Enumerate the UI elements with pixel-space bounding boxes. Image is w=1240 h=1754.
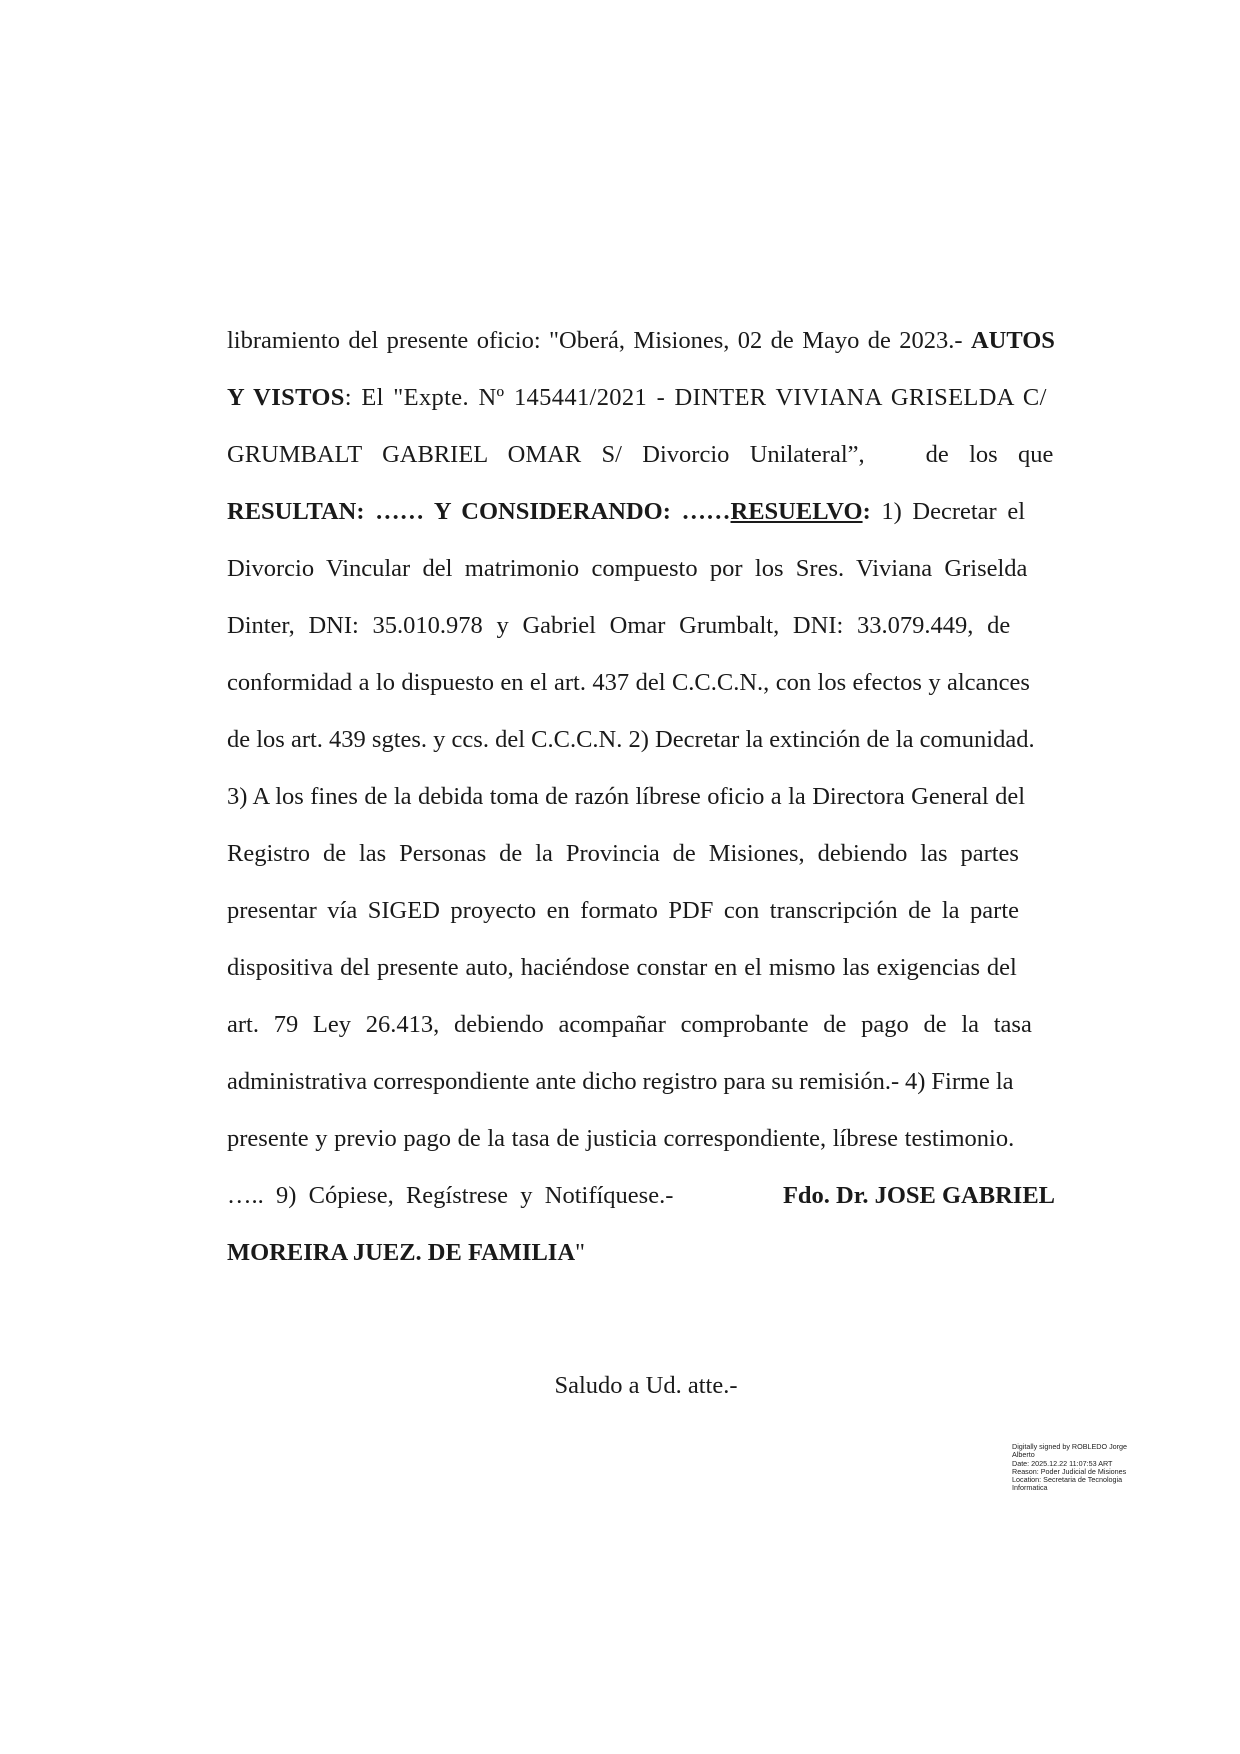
- word: de: [867, 327, 891, 354]
- word: oficio:: [476, 327, 541, 354]
- bold-text: Y VISTOS: [227, 384, 345, 411]
- body-line-7: conformidad a lo dispuesto en el art. 437 del C.C.C.N., con los efectos y alcances: [227, 669, 1030, 696]
- signature-line: Reason: Poder Judicial de Misiones: [1012, 1466, 1127, 1476]
- body-line-5: Divorcio Vincular del matrimonio compuesto por los Sres. Viviana Griselda: [227, 555, 1028, 582]
- body-line-3: [227, 440, 1055, 470]
- signature-line: Date: 2025.12.22 11:07:53 ART: [1012, 1458, 1113, 1468]
- body-line-9: 3) A los fines de la debida toma de razón líbrese oficio a la Directora General del: [227, 783, 1026, 810]
- body-line-14: administrativa correspondiente ante dicho registro para su remisión.- 4) Firme la: [227, 1068, 1014, 1095]
- body-line-11: presentar vía SIGED proyecto en formato PDF con transcripción de la parte: [227, 897, 1020, 924]
- signature-line: Digitally signed by ROBLEDO Jorge: [1012, 1442, 1128, 1451]
- body-line-17: MOREIRA JUEZ. DE FAMILIA": [227, 1239, 586, 1266]
- closing-salutation: Saludo a Ud. atte.-: [554, 1372, 738, 1399]
- signature-line: Location: Secretaria de Tecnologia: [1012, 1475, 1123, 1485]
- word: del: [348, 327, 379, 354]
- body-line-1: [227, 326, 1055, 356]
- body-line-15: presente y previo pago de la tasa de justicia correspondiente, líbrese testimonio.: [227, 1125, 1015, 1152]
- text-run: GRUMBALT GABRIEL OMAR S/ Divorcio Unilateral”, de los que: [227, 441, 1054, 468]
- digital-signature-stamp: [1012, 1443, 1127, 1493]
- bold-text: AUTOS: [970, 327, 1055, 354]
- signature-line: Alberto: [1012, 1450, 1035, 1460]
- word: Mayo: [802, 327, 860, 354]
- word: Misiones,: [633, 327, 730, 354]
- word: de: [770, 327, 794, 354]
- body-line-10: Registro de las Personas de la Provincia de Misiones, debiendo las partes: [227, 840, 1019, 867]
- text-run: ….. 9) Cópiese, Regístrese y Notifíquese.-: [227, 1182, 674, 1209]
- signature-line: Informatica: [1012, 1483, 1048, 1493]
- body-line-16: [227, 1181, 1055, 1211]
- word: presente: [386, 327, 469, 354]
- signatory-title: MOREIRA JUEZ. DE FAMILIA: [227, 1239, 576, 1266]
- resuelvo-heading: RESUELVO: [730, 498, 863, 525]
- body-line-4: RESULTAN: …… Y CONSIDERANDO: ……RESUELVO: 1) Decretar el: [227, 498, 1026, 525]
- word: "Oberá,: [549, 327, 626, 354]
- body-line-2: Y VISTOS: El "Expte. Nº 145441/2021 - DINTER VIVIANA GRISELDA C/: [227, 384, 1047, 411]
- body-line-8: de los art. 439 sgtes. y ccs. del C.C.C.N. 2) Decretar la extinción de la comunidad.: [227, 726, 1035, 753]
- body-line-12: dispositiva del presente auto, haciéndose constar en el mismo las exigencias del: [227, 954, 1017, 981]
- body-line-13: art. 79 Ley 26.413, debiendo acompañar comprobante de pago de la tasa: [227, 1011, 1032, 1038]
- bold-text: RESULTAN: …… Y CONSIDERANDO: ……: [227, 498, 731, 525]
- signatory-name: Fdo. Dr. JOSE GABRIEL: [782, 1182, 1055, 1209]
- body-line-6: Dinter, DNI: 35.010.978 y Gabriel Omar Grumbalt, DNI: 33.079.449, de: [227, 612, 1011, 639]
- word: 2023.-: [899, 327, 963, 354]
- word: libramiento: [227, 327, 340, 354]
- word: 02: [737, 327, 763, 354]
